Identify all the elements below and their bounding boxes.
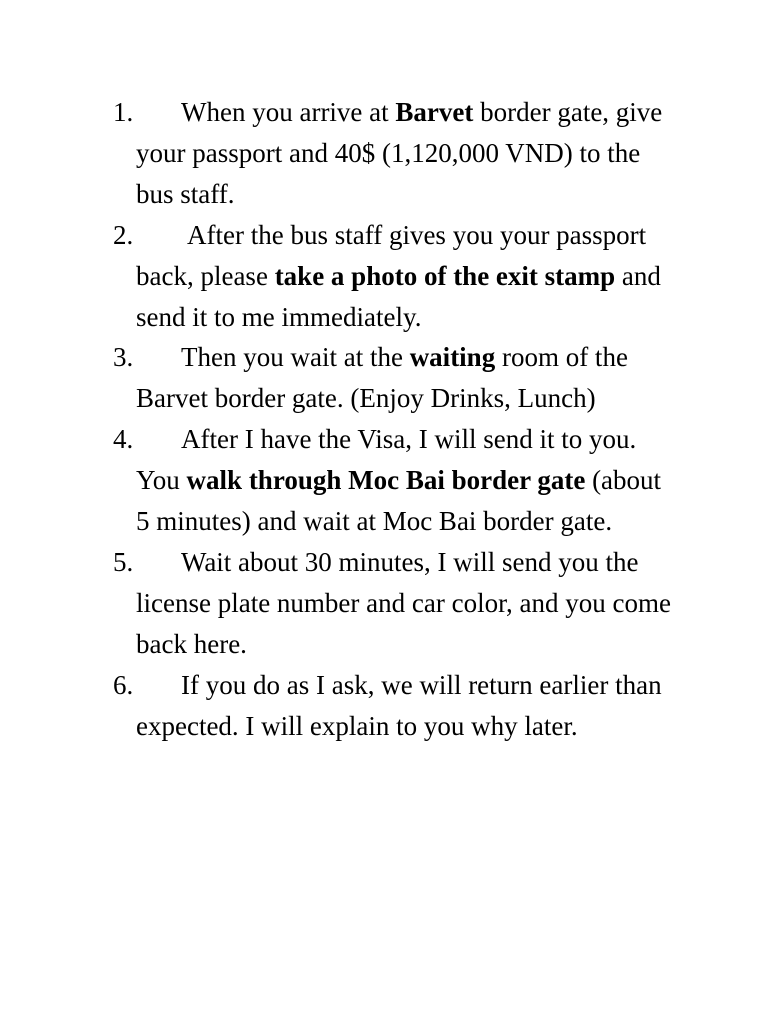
item-text: (about 5 minutes) and wait at Moc Bai border gate. bbox=[136, 465, 662, 537]
list-item-6 bbox=[113, 665, 673, 747]
item-text-bold: take a photo of the exit stamp bbox=[274, 260, 616, 291]
item-number: 2. bbox=[113, 219, 134, 250]
item-text-bold: Barvet bbox=[395, 97, 474, 127]
instruction-list bbox=[113, 92, 673, 747]
item-number: 3. bbox=[113, 342, 134, 373]
item-text: room of the Barvet border gate. (Enjoy Drinks, Lunch) bbox=[136, 342, 628, 414]
item-text-bold: walk through Moc Bai border gate bbox=[186, 465, 586, 496]
item-text: Wait about 30 minutes, I will send you the license plate number and car color, and you come back here. bbox=[136, 546, 671, 659]
list-item-1 bbox=[113, 92, 673, 215]
item-number: 4. bbox=[113, 424, 134, 455]
item-text-bold: waiting bbox=[409, 342, 496, 373]
item-number: 5. bbox=[113, 546, 134, 577]
item-text: border gate, give your passport and 40$ (1,120,000 VND) to the bus staff. bbox=[136, 97, 663, 209]
list-item-5 bbox=[113, 542, 673, 665]
item-number: 6. bbox=[113, 669, 134, 700]
item-text: When you arrive at bbox=[181, 97, 396, 127]
list-item-3 bbox=[113, 337, 673, 419]
item-text: and send it to me immediately. bbox=[136, 260, 661, 332]
item-text: Then you wait at the bbox=[181, 342, 410, 373]
list-item-4 bbox=[113, 419, 673, 542]
list-item-2 bbox=[113, 215, 673, 338]
item-text: After I have the Visa, I will send it to you. You bbox=[136, 424, 637, 496]
item-text: After the bus staff gives you your passport back, please bbox=[136, 219, 647, 291]
item-text: If you do as I ask, we will return earlier than expected. I will explain to you why later. bbox=[136, 669, 662, 741]
item-number: 1. bbox=[113, 97, 134, 127]
